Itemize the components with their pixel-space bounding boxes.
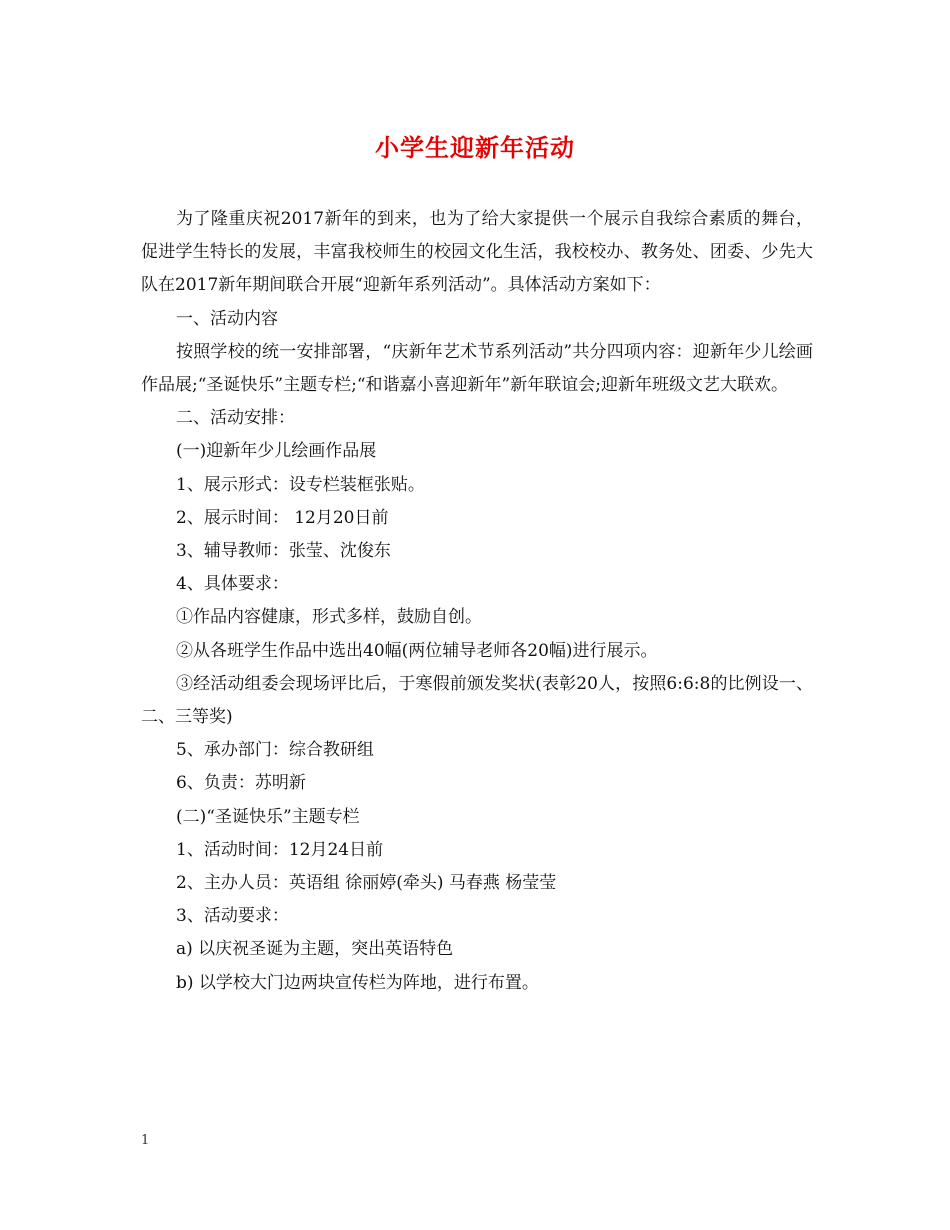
- paragraph: 2、展示时间： 12月20日前: [176, 507, 389, 528]
- paragraph: 1、活动时间：12月24日前: [176, 839, 384, 860]
- paragraph: 按照学校的统一安排部署，“庆新年艺术节系列活动”共分四项内容：迎新年少儿绘画作品展;“圣诞快乐”主题专栏;“和谐嘉小喜迎新年”新年联谊会;迎新年班级文艺大联欢。: [141, 341, 813, 396]
- paragraph: ③经活动组委会现场评比后，于寒假前颁发奖状(表彰20人，按照6:6:8的比例设一、二、三等奖): [141, 673, 813, 728]
- paragraph: 二、活动安排：: [176, 408, 295, 429]
- paragraph: 5、承办部门：综合教研组: [176, 740, 374, 761]
- paragraph: 一、活动内容: [176, 308, 278, 329]
- paragraph: 6、负责：苏明新: [176, 773, 306, 794]
- document-body: [141, 203, 813, 1000]
- paragraph: b) 以学校大门边两块宣传栏为阵地，进行布置。: [176, 972, 539, 993]
- paragraph: 3、活动要求：: [176, 906, 289, 927]
- page-number: 1: [141, 1133, 150, 1148]
- paragraph: 为了隆重庆祝2017新年的到来，也为了给大家提供一个展示自我综合素质的舞台，促进学生特长的发展，丰富我校师生的校园文化生活，我校校办、教务处、团委、少先大队在2017新年期间联合开展“迎新年系列活动”。具体活动方案如下：: [141, 209, 813, 296]
- paragraph: (二)“圣诞快乐”主题专栏: [176, 806, 360, 827]
- paragraph: ②从各班学生作品中选出40幅(两位辅导老师各20幅)进行展示。: [176, 640, 658, 661]
- paragraph: 4、具体要求：: [176, 574, 289, 595]
- paragraph: 1、展示形式：设专栏装框张贴。: [176, 474, 425, 495]
- paragraph: ①作品内容健康，形式多样，鼓励自创。: [176, 607, 482, 628]
- paragraph: (一)迎新年少儿绘画作品展: [176, 441, 377, 462]
- paragraph: 3、辅导教师：张莹、沈俊东: [176, 541, 391, 562]
- paragraph: a) 以庆祝圣诞为主题，突出英语特色: [176, 939, 454, 960]
- document-title: 小学生迎新年活动: [375, 133, 575, 162]
- paragraph: 2、主办人员：英语组 徐丽婷(牵头) 马春燕 杨莹莹: [176, 873, 557, 894]
